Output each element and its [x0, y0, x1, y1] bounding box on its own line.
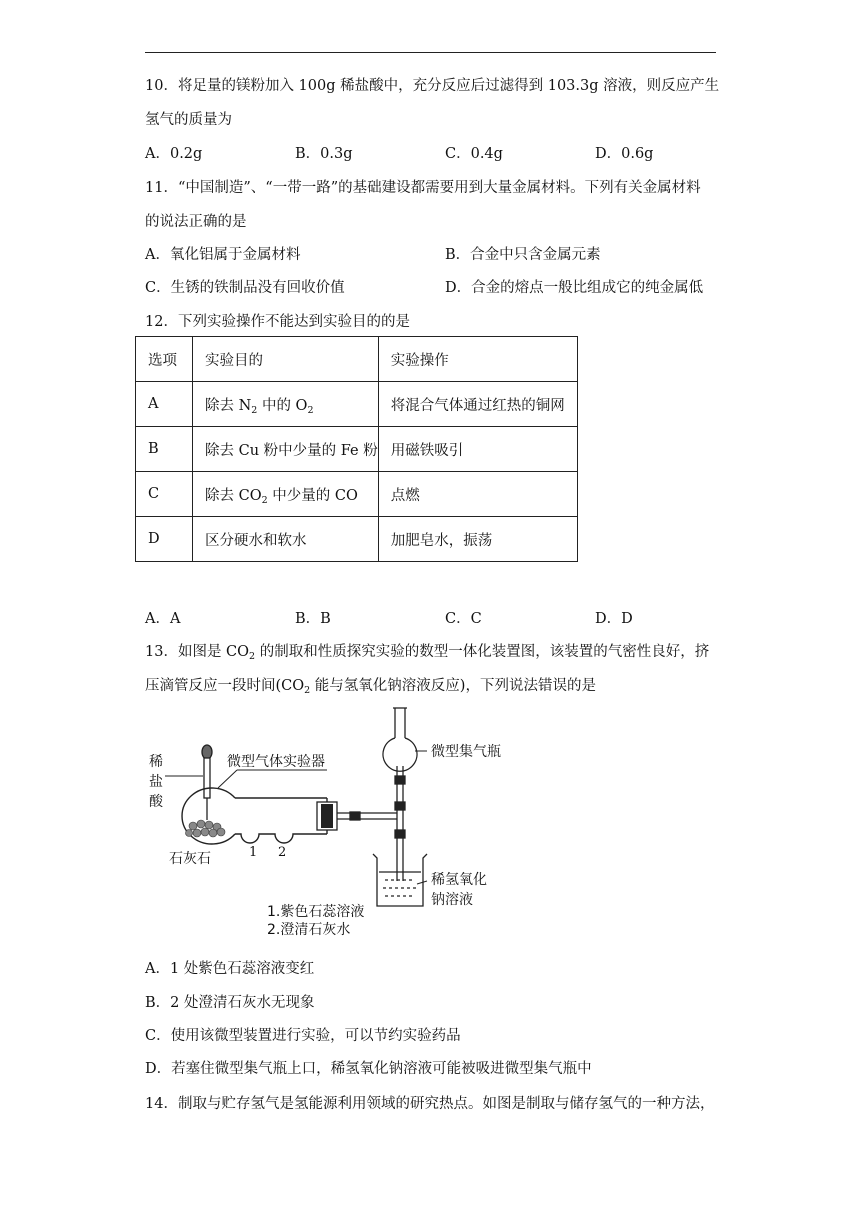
table-cell-operation: 点燃	[378, 472, 577, 517]
label-naoh-solution: 钠溶液	[431, 892, 473, 908]
table-row	[136, 472, 578, 517]
q10-option-d: D．0.6g	[595, 146, 654, 162]
q13-option-c: C．使用该微型装置进行实验，可以节约实验药品	[145, 1028, 461, 1044]
table-header-row	[136, 337, 578, 382]
q11-stem-line1: 11．“中国制造”、“一带一路”的基础建设都需要用到大量金属材料。下列有关金属材料	[145, 180, 701, 196]
q11-option-a: A．氧化铝属于金属材料	[145, 247, 301, 263]
table-row	[136, 427, 578, 472]
table-row	[136, 517, 578, 562]
q13-stem-line2: 压滴管反应一段时间($CO_2$ 能与氢氧化钠溶液反应)，下列说法错误的是	[145, 678, 596, 696]
beaker-icon	[373, 854, 427, 906]
table-cell-option: A	[136, 382, 193, 427]
label-micro-gas-bottle: 微型集气瓶	[431, 744, 501, 760]
table-header-cell: 实验操作	[378, 337, 577, 382]
q10-stem-line2: 氢气的质量为	[145, 112, 232, 128]
q11-option-d: D．合金的熔点一般比组成它的纯金属低	[445, 280, 704, 296]
table-cell-operation: 用磁铁吸引	[378, 427, 577, 472]
experiment-table	[135, 336, 578, 562]
q11-option-c: C．生锈的铁制品没有回收价值	[145, 280, 345, 296]
label-acid: 稀	[149, 754, 163, 770]
table-header-cell: 选项	[136, 337, 193, 382]
q13-option-b: B．2 处澄清石灰水无现象	[145, 995, 315, 1011]
q10-option-a: A．0.2g	[145, 146, 203, 162]
co2-apparatus-diagram	[145, 706, 505, 942]
table-header-cell: 实验目的	[193, 337, 379, 382]
header-rule	[145, 52, 716, 53]
dropper-icon	[202, 745, 212, 820]
label-position-2: 2	[278, 845, 287, 860]
q10-option-b: B．0.3g	[295, 146, 353, 162]
limestone-pellets-icon	[186, 820, 226, 837]
gas-bottle-icon	[383, 708, 417, 771]
legend-litmus: 1.紫色石蕊溶液	[267, 904, 365, 920]
q12-option-d: D．D	[595, 611, 633, 627]
q11-stem-line2: 的说法正确的是	[145, 214, 247, 230]
legend-limewater: 2.澄清石灰水	[267, 922, 351, 938]
table-cell-goal: 除去 Cu 粉中少量的 Fe 粉	[193, 427, 379, 472]
label-limestone: 石灰石	[169, 851, 211, 867]
q12-option-c: C．C	[445, 611, 482, 627]
q13-option-d: D．若塞住微型集气瓶上口，稀氢氧化钠溶液可能被吸进微型集气瓶中	[145, 1061, 592, 1077]
q12-option-b: B．B	[295, 611, 331, 627]
table-cell-operation: 加肥皂水，振荡	[378, 517, 577, 562]
label-naoh-solution: 稀氢氧化	[431, 872, 487, 888]
q14-stem-line1: 14．制取与贮存氢气是氢能源利用领域的研究热点。如图是制取与储存氢气的一种方法，	[145, 1096, 715, 1112]
q10-option-c: C．0.4g	[445, 146, 503, 162]
stopper-icon	[317, 802, 337, 830]
connecting-tube	[337, 766, 405, 881]
table-cell-option: B	[136, 427, 193, 472]
table-cell-option: D	[136, 517, 193, 562]
label-micro-gas-device: 微型气体实验器	[227, 754, 325, 770]
table-cell-goal: 区分硬水和软水	[193, 517, 379, 562]
q11-option-b: B．合金中只含金属元素	[445, 247, 601, 263]
table-cell-operation: 将混合气体通过红热的铜网	[378, 382, 577, 427]
q12-option-a: A．A	[145, 611, 181, 627]
table-cell-option: C	[136, 472, 193, 517]
label-acid: 盐	[149, 774, 163, 790]
table-cell-goal: 除去 $N_2$ 中的 $O_2$	[193, 382, 379, 427]
q13-stem-line1: 13．如图是 $CO_2$ 的制取和性质探究实验的数型一体化装置图，该装置的气密性良好，挤	[145, 644, 710, 662]
q10-stem-line1: 10．将足量的镁粉加入 100g 稀盐酸中，充分反应后过滤得到 103.3g 溶液，则反应产生	[145, 78, 720, 94]
table-row	[136, 382, 578, 427]
q12-stem: 12．下列实验操作不能达到实验目的的是	[145, 314, 410, 330]
label-position-1: 1	[249, 845, 258, 860]
label-acid: 酸	[149, 794, 163, 810]
table-cell-goal: 除去 $CO_2$ 中少量的 CO	[193, 472, 379, 517]
q13-option-a: A．1 处紫色石蕊溶液变红	[145, 961, 315, 977]
